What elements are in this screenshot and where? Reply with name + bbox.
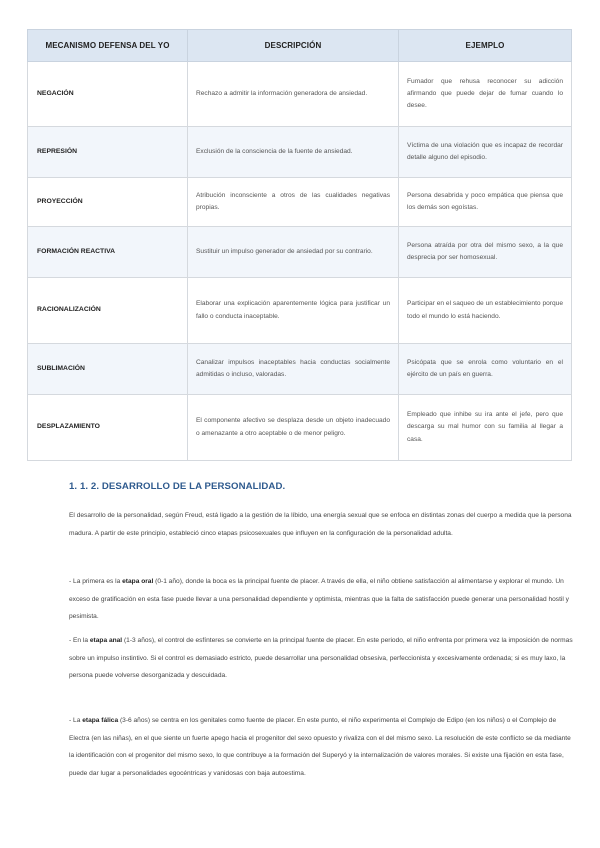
paragraph-lead: - La primera es la [69,578,123,585]
mechanism-example: Víctima de una violación que es incapaz de recordar detalle alguno del episodio. [399,127,572,178]
mechanism-description: Canalizar impulsos inaceptables hacia conductas socialmente admitidas o incluso, valoradas. [188,344,399,395]
mechanism-example: Persona atraída por otra del mismo sexo, a la que desprecia por ser homosexual. [399,227,572,278]
table-row [28,227,572,278]
stage-term: etapa fálica [82,717,119,724]
table-row [28,278,572,344]
mechanism-name: SUBLIMACIÓN [28,344,188,395]
paragraph-body: (3-6 años) se centra en los genitales como fuente de placer. En este punto, el niño experimenta el Complejo de Edipo (en los niños) o el Complejo de Electra (en las niñas), en el que siente un fuerte apego hacia el progenitor del sexo opuesto y rivaliza con el del mismo sexo. La resolución de este conflicto se da mediante la identificación con el progenitor del mismo sexo, lo que contribuye a la formación del Superyó y la internalización de valores morales. Si existe una fijación en esta fase, puede dar lugar a personalidades egocéntricas y vanidosas con baja autoestima. [69,717,571,777]
mechanism-example: Empleado que inhibe su ira ante el jefe, pero que descarga su mal humor con su familia al llegar a casa. [399,395,572,461]
mechanism-name: FORMACIÓN REACTIVA [28,227,188,278]
mechanism-description: El componente afectivo se desplaza desde un objeto inadecuado o amenazante a otro aceptable o de menor peligro. [188,395,399,461]
intro-paragraph: El desarrollo de la personalidad, según Freud, está ligado a la gestión de la líbido, una energía sexual que se enfoca en distintas zonas del cuerpo a medida que la persona madura. A partir de este principio, estableció cinco etapas psicosexuales que influyen en la configuración de la personalidad adulta. [69,512,572,537]
mechanism-name: RACIONALIZACIÓN [28,278,188,344]
paragraph-lead: - La [69,717,83,724]
mechanism-description: Sustituir un impulso generador de ansiedad por su contrario. [188,227,399,278]
table-row [28,62,572,127]
table-row [28,127,572,178]
mechanism-example: Participar en el saqueo de un establecimiento porque todo el mundo lo está haciendo. [399,278,572,344]
mechanism-example: Fumador que rehusa reconocer su adicción afirmando que puede dejar de fumar cuando lo desee. [399,62,572,127]
mechanism-description: Rechazo a admitir la información generadora de ansiedad. [188,62,399,127]
section-title: 1. 1. 2. DESARROLLO DE LA PERSONALIDAD. [69,481,286,492]
stage-term: etapa oral [122,578,154,585]
paragraph-oral-stage [69,573,573,626]
mechanism-name: DESPLAZAMIENTO [28,395,188,461]
paragraph-anal-stage [69,632,573,685]
paragraph-phallic-stage [69,712,573,782]
table-header-row [28,30,572,62]
paragraph-lead: - En la [69,637,90,644]
paragraph-body: (1-3 años), el control de esfínteres se convierte en la principal fuente de placer. En este periodo, el niño enfrenta por primera vez la imposición de normas sobre un impulso instintivo. Si el control es demasiado estricto, puede desarrollar una personalidad obsesiva, perfeccionista y excesivamente ordenada; si es muy laxo, la persona puede volverse desorganizada y descuidada. [69,637,573,679]
mechanism-name: REPRESIÓN [28,127,188,178]
mechanism-example: Persona desabrida y poco empática que piensa que los demás son egoístas. [399,178,572,227]
header-description: DESCRIPCIÓN [188,30,399,62]
table-row [28,178,572,227]
table-row [28,344,572,395]
header-mechanism: MECANISMO DEFENSA DEL YO [28,30,188,62]
mechanism-description: Elaborar una explicación aparentemente lógica para justificar un fallo o conducta inaceptable. [188,278,399,344]
mechanism-name: PROYECCIÓN [28,178,188,227]
mechanism-name: NEGACIÓN [28,62,188,127]
mechanism-description: Atribución inconsciente a otros de las cualidades negativas propias. [188,178,399,227]
stage-term: etapa anal [89,637,123,644]
mechanism-example: Psicópata que se enrola como voluntario en el ejército de un país en guerra. [399,344,572,395]
header-example: EJEMPLO [399,30,572,62]
paragraph-body: (0-1 año), donde la boca es la principal fuente de placer. A través de ella, el niño obtiene satisfacción al alimentarse y explorar el mundo. Un exceso de gratificación en esta fase puede llevar a una personalidad dependiente y optimista, mientras que la falta de satisfacción puede generar una personalidad hostil y pesimista. [69,578,569,620]
defense-mechanisms-table [27,29,572,461]
table-row [28,395,572,461]
mechanism-description: Exclusión de la consciencia de la fuente de ansiedad. [188,127,399,178]
